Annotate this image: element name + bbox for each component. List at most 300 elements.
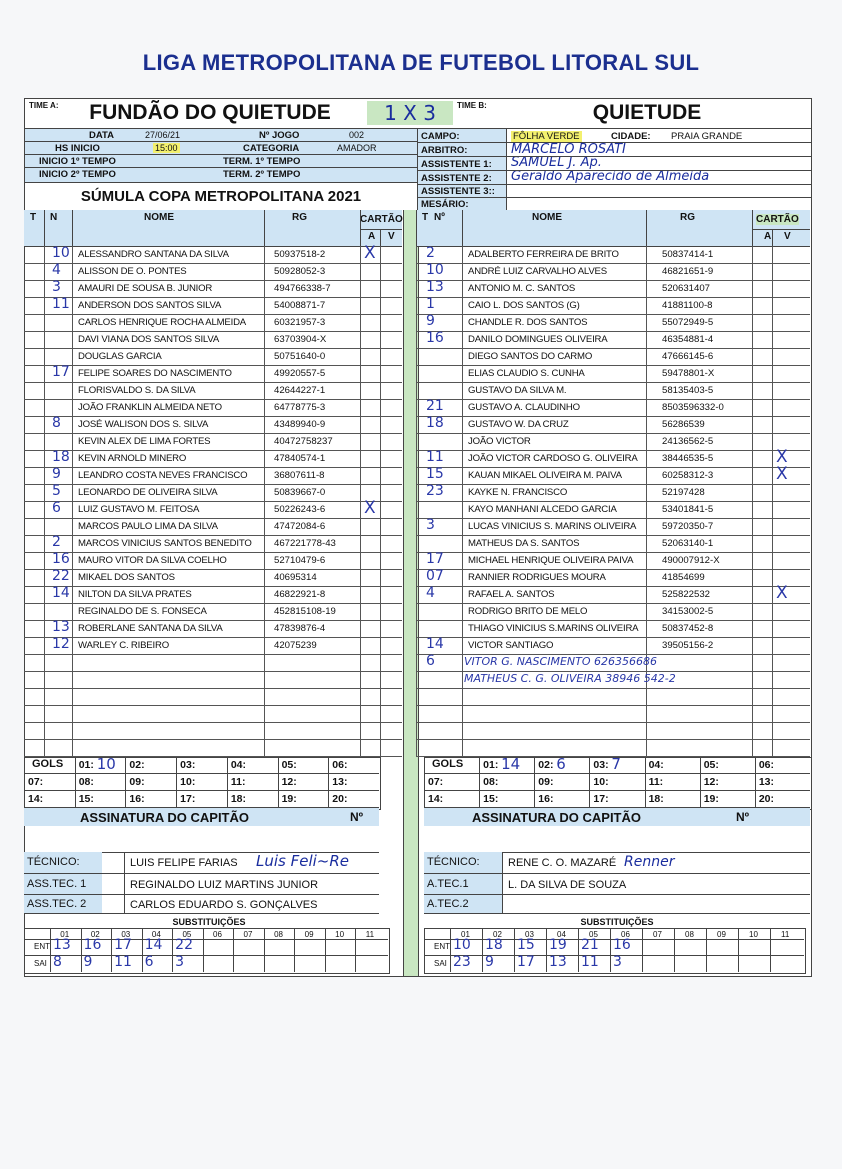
team-b-header (416, 210, 810, 246)
team-b-gols (424, 757, 810, 809)
column-divider (646, 246, 647, 263)
column-divider (646, 297, 647, 314)
gol-scorer: 6 (556, 755, 566, 773)
column-divider (462, 280, 463, 297)
column-divider (44, 705, 45, 722)
column-divider (264, 331, 265, 348)
gol-slot-label: 18: (648, 793, 664, 805)
player-name-handwritten: MATHEUS C. G. OLIVEIRA 38946 542-2 (464, 672, 676, 685)
shirt-number: 9 (52, 466, 61, 482)
column-divider (416, 739, 417, 756)
sub-col-number: 05 (589, 930, 598, 939)
column-divider (264, 246, 265, 263)
column-divider (72, 552, 73, 569)
subs-col-line (203, 928, 204, 972)
player-name: ALESSANDRO SANTANA DA SILVA (78, 249, 229, 260)
column-divider (462, 535, 463, 552)
column-divider (72, 467, 73, 484)
column-divider (72, 603, 73, 620)
subs-col-line (482, 928, 483, 972)
column-divider (462, 620, 463, 637)
column-divider (416, 416, 417, 433)
gols-col-line (534, 757, 535, 808)
column-divider (462, 314, 463, 331)
column-divider (44, 399, 45, 416)
player-name: KEVIN ALEX DE LIMA FORTES (78, 436, 211, 447)
table-row (416, 280, 810, 298)
player-rg: 60321957-3 (274, 317, 326, 328)
column-divider (380, 501, 381, 518)
column-divider (72, 484, 73, 501)
table-row (24, 569, 402, 587)
column-divider (380, 654, 381, 671)
subs-col-line (642, 928, 643, 972)
header-t: T (30, 212, 37, 223)
column-divider (646, 518, 647, 535)
table-row (416, 399, 810, 417)
cat-label: CATEGORIA (243, 143, 300, 154)
column-divider (380, 518, 381, 535)
card-yellow-mark: X (364, 498, 376, 518)
column-divider (646, 722, 647, 739)
player-name: KAUAN MIKAEL OLIVEIRA M. PAIVA (468, 470, 622, 481)
staff-b (424, 852, 810, 914)
column-divider (264, 688, 265, 705)
sub-in: 16 (83, 937, 102, 953)
subs-col-line (738, 928, 739, 972)
column-divider (72, 399, 73, 416)
sub-col-number: 07 (243, 930, 253, 939)
gol-slot-label: 15: (483, 793, 499, 805)
player-rg: 63703904-X (274, 334, 327, 345)
header-divider (752, 210, 753, 246)
column-divider (416, 569, 417, 586)
player-rg: 40695314 (274, 572, 317, 583)
header-a: A (764, 231, 772, 242)
player-name: NILTON DA SILVA PRATES (78, 589, 192, 600)
column-divider (72, 671, 73, 688)
column-divider (380, 399, 381, 416)
sub-in: 19 (549, 937, 567, 953)
column-divider (462, 348, 463, 365)
column-divider (360, 416, 361, 433)
gols-col-line (227, 757, 228, 808)
column-divider (44, 603, 45, 620)
column-divider (72, 586, 73, 603)
table-row (24, 671, 402, 689)
ent-label: ENT (434, 942, 450, 951)
column-divider (72, 637, 73, 654)
subs-title: SUBSTITUIÇÕES (172, 917, 246, 927)
ass1-b-name: L. DA SILVA DE SOUZA (508, 879, 627, 891)
player-name: ADALBERTO FERREIRA DE BRITO (468, 249, 619, 260)
sai-label: SAI (34, 959, 47, 968)
table-row (24, 297, 402, 315)
gol-slot-label: 05: (703, 759, 719, 771)
column-divider (462, 416, 463, 433)
table-row (24, 535, 402, 553)
sub-out: 17 (517, 954, 535, 970)
sub-col-number: 08 (274, 930, 283, 939)
term2-label: TERM. 2º TEMPO (223, 169, 301, 180)
column-divider (752, 297, 753, 314)
column-divider (264, 501, 265, 518)
column-divider (44, 467, 45, 484)
column-divider (752, 603, 753, 620)
sub-col-number: 08 (685, 930, 694, 939)
inicio1-label: INICIO 1º TEMPO (39, 156, 116, 167)
column-divider (416, 688, 417, 705)
column-divider (264, 552, 265, 569)
column-divider (646, 484, 647, 501)
column-divider (646, 399, 647, 416)
column-divider (462, 637, 463, 654)
shirt-number: 11 (426, 449, 444, 465)
column-divider (264, 654, 265, 671)
column-divider (360, 348, 361, 365)
column-divider (462, 654, 463, 671)
column-divider (360, 569, 361, 586)
team-a-gols (24, 757, 379, 809)
column-divider (72, 705, 73, 722)
column-divider (72, 348, 73, 365)
table-row (24, 552, 402, 570)
column-divider (646, 501, 647, 518)
captain-no-a: Nº (350, 810, 364, 824)
column-divider (360, 654, 361, 671)
column-divider (72, 722, 73, 739)
sub-out: 9 (485, 954, 494, 970)
shirt-number: 07 (426, 568, 444, 584)
column-divider (462, 246, 463, 263)
sub-col-number: 01 (461, 930, 470, 939)
column-divider (752, 416, 753, 433)
ass1-b-label: A.TEC.1 (427, 878, 469, 890)
player-name: KAYO MANHANI ALCEDO GARCIA (468, 504, 617, 515)
campo-label: CAMPO: (421, 131, 460, 142)
table-row (24, 586, 402, 604)
sub-col-number: 09 (304, 930, 314, 939)
header-divider (72, 210, 73, 246)
subs-col-line (172, 928, 173, 972)
column-divider (44, 297, 45, 314)
player-name: CARLOS HENRIQUE ROCHA ALMEIDA (78, 317, 246, 328)
column-divider (44, 586, 45, 603)
player-name-handwritten: VITOR G. NASCIMENTO 626356686 (464, 655, 657, 668)
column-divider (462, 739, 463, 756)
subs-col-line (450, 928, 451, 972)
gol-slot-label: 19: (281, 793, 297, 805)
gol-slot-label: 14: (28, 793, 44, 805)
column-divider (646, 705, 647, 722)
sub-out: 11 (581, 954, 599, 970)
column-divider (360, 739, 361, 756)
player-name: REGINALDO DE S. FONSECA (78, 606, 207, 617)
column-divider (416, 450, 417, 467)
table-row (416, 365, 810, 383)
header-n: Nº (434, 212, 445, 223)
column-divider (360, 637, 361, 654)
column-divider (264, 586, 265, 603)
player-name: THIAGO VINICIUS S.MARINS OLIVEIRA (468, 623, 639, 634)
sub-col-number: 11 (781, 930, 790, 939)
player-rg: 41854699 (662, 572, 705, 583)
card-red-mark: X (776, 447, 788, 467)
gols-col-line (278, 757, 279, 808)
gol-slot-label: 16: (129, 793, 145, 805)
column-divider (646, 365, 647, 382)
player-rg: 59720350-7 (662, 521, 714, 532)
player-rg: 56286539 (662, 419, 705, 430)
gol-slot-label: 09: (538, 776, 554, 788)
gol-slot-label: 07: (28, 776, 44, 788)
header-rg: RG (680, 212, 695, 223)
shirt-number: 17 (52, 364, 70, 380)
table-row (24, 518, 402, 536)
column-divider (462, 297, 463, 314)
player-rg: 46821651-9 (662, 266, 714, 277)
header-divider (360, 210, 361, 246)
column-divider (416, 263, 417, 280)
column-divider (72, 501, 73, 518)
gol-slot-label: 17: (180, 793, 196, 805)
column-divider (752, 671, 753, 688)
column-divider (772, 739, 773, 756)
column-divider (44, 535, 45, 552)
player-rg: 452815108-19 (274, 606, 336, 617)
player-name: MATHEUS DA S. SANTOS (468, 538, 580, 549)
gol-slot-label: 11: (230, 776, 246, 788)
shirt-number: 21 (426, 398, 444, 414)
player-rg: 39505156-2 (662, 640, 714, 651)
player-rg: 59478801-X (662, 368, 715, 379)
column-divider (772, 688, 773, 705)
assist2-label: ASSISTENTE 2: (421, 173, 492, 184)
gol-slot-label: 03: (593, 759, 609, 771)
column-divider (646, 688, 647, 705)
column-divider (264, 263, 265, 280)
column-divider (44, 620, 45, 637)
column-divider (772, 314, 773, 331)
mesario-label: MESÁRIO: (421, 199, 469, 210)
header-divider (264, 210, 265, 246)
column-divider (462, 705, 463, 722)
table-row (24, 450, 402, 468)
table-row (416, 671, 810, 689)
column-divider (416, 297, 417, 314)
sub-col-number: 03 (121, 930, 131, 939)
sub-in: 14 (144, 937, 163, 953)
player-rg: 42644227-1 (274, 385, 326, 396)
column-divider (462, 382, 463, 399)
column-divider (772, 552, 773, 569)
gols-row-line (424, 790, 810, 791)
shirt-number: 13 (426, 279, 444, 295)
column-divider (264, 739, 265, 756)
table-row (416, 297, 810, 315)
column-divider (772, 654, 773, 671)
column-divider (416, 552, 417, 569)
sub-in: 22 (175, 937, 193, 953)
column-divider (72, 569, 73, 586)
column-divider (772, 722, 773, 739)
ass2-a-name: CARLOS EDUARDO S. GONÇALVES (130, 899, 318, 911)
column-divider (264, 297, 265, 314)
column-divider (772, 518, 773, 535)
column-divider (380, 297, 381, 314)
player-rg: 490007912-X (662, 555, 720, 566)
team-b-subs (424, 917, 810, 973)
sub-in: 16 (613, 937, 631, 953)
column-divider (360, 518, 361, 535)
tecnico-b-name: RENE C. O. MAZARÉ (508, 857, 617, 869)
header-divider (752, 229, 810, 230)
sub-out: 23 (453, 954, 471, 970)
captain-sig-a: ASSINATURA DO CAPITÃO (80, 810, 249, 825)
column-divider (646, 450, 647, 467)
column-divider (752, 484, 753, 501)
ent-label: ENT (34, 942, 50, 951)
shirt-number: 12 (52, 636, 70, 652)
column-divider (44, 348, 45, 365)
column-divider (44, 331, 45, 348)
table-row (24, 243, 402, 264)
table-row (416, 314, 810, 332)
column-divider (752, 535, 753, 552)
player-rg: 60258312-3 (662, 470, 714, 481)
sub-out: 6 (144, 954, 154, 970)
column-divider (462, 688, 463, 705)
player-name: DANILO DOMINGUES OLIVEIRA (468, 334, 608, 345)
column-divider (44, 518, 45, 535)
sub-col-number: 04 (151, 930, 161, 939)
column-divider (380, 535, 381, 552)
column-divider (416, 433, 417, 450)
column-divider (462, 450, 463, 467)
column-divider (772, 348, 773, 365)
header-bg (24, 210, 402, 247)
column-divider (416, 331, 417, 348)
column-divider (752, 637, 753, 654)
column-divider (380, 314, 381, 331)
column-divider (462, 399, 463, 416)
assist3-label: ASSISTENTE 3:: (421, 186, 495, 197)
column-divider (462, 501, 463, 518)
column-divider (380, 603, 381, 620)
column-divider (772, 263, 773, 280)
column-divider (646, 569, 647, 586)
shirt-number: 17 (426, 551, 444, 567)
column-divider (416, 484, 417, 501)
gol-slot-label: 14: (428, 793, 444, 805)
column-divider (360, 722, 361, 739)
gols-row-line (24, 773, 379, 774)
sub-out: 3 (613, 954, 622, 970)
column-divider (772, 586, 773, 603)
column-divider (752, 552, 753, 569)
player-name: WARLEY C. RIBEIRO (78, 640, 169, 651)
gols-col-line (700, 757, 701, 808)
column-divider (72, 654, 73, 671)
header-divider (380, 229, 381, 246)
header-bg (416, 210, 810, 247)
subs-title: SUBSTITUIÇÕES (580, 917, 654, 927)
column-divider (44, 484, 45, 501)
column-divider (416, 654, 417, 671)
gol-scorer: 14 (501, 755, 521, 773)
arbitro-value: MARCELO ROSATI (511, 142, 626, 157)
data-value: 27/06/21 (145, 130, 181, 140)
player-rg: 55072949-5 (662, 317, 714, 328)
player-name: ANTONIO M. C. SANTOS (468, 283, 576, 294)
column-divider (462, 433, 463, 450)
ass1-a-name: REGINALDO LUIZ MARTINS JUNIOR (130, 879, 319, 891)
column-divider (752, 722, 753, 739)
shirt-number: 13 (52, 619, 70, 635)
column-divider (752, 586, 753, 603)
tecnico-b-signature: Renner (624, 854, 675, 870)
column-divider (752, 569, 753, 586)
table-row (24, 498, 402, 519)
column-divider (646, 331, 647, 348)
gol-slot-label: 20: (332, 793, 348, 805)
player-rg: 50837414-1 (662, 249, 714, 260)
column-divider (360, 246, 361, 263)
column-divider (380, 246, 381, 263)
column-divider (264, 603, 265, 620)
table-row (416, 331, 810, 349)
staff-a (24, 852, 379, 914)
shirt-number: 3 (52, 279, 61, 295)
gol-slot-label: 10: (180, 776, 196, 788)
column-divider (44, 314, 45, 331)
gols-col-line (176, 757, 177, 808)
player-rg: 49920557-5 (274, 368, 326, 379)
gol-slot-label: 07: (428, 776, 444, 788)
column-divider (772, 535, 773, 552)
sumula-title: SÚMULA COPA METROPOLITANA 2021 (25, 183, 417, 210)
gol-slot-label: 13: (332, 776, 348, 788)
player-name: DIEGO SANTOS DO CARMO (468, 351, 593, 362)
column-divider (380, 331, 381, 348)
header-nome: NOME (532, 212, 562, 223)
column-divider (772, 331, 773, 348)
player-rg: 58135403-5 (662, 385, 714, 396)
column-divider (44, 246, 45, 263)
column-divider (772, 467, 773, 484)
column-divider (44, 671, 45, 688)
subs-col-line (546, 928, 547, 972)
column-divider (772, 246, 773, 263)
column-divider (380, 705, 381, 722)
column-divider (772, 569, 773, 586)
column-divider (462, 603, 463, 620)
column-divider (264, 416, 265, 433)
sai-label: SAI (434, 959, 447, 968)
subs-col-line (770, 928, 771, 972)
player-name: LUCAS VINICIUS S. MARINS OLIVEIRA (468, 521, 637, 532)
column-divider (416, 501, 417, 518)
shirt-number: 10 (52, 245, 70, 261)
column-divider (752, 399, 753, 416)
player-rg: 34153002-5 (662, 606, 714, 617)
sub-in: 18 (485, 937, 503, 953)
shirt-number: 6 (52, 500, 61, 516)
sub-out: 3 (175, 954, 185, 970)
table-row (24, 382, 402, 400)
column-divider (72, 433, 73, 450)
subs-col-line (355, 928, 356, 972)
